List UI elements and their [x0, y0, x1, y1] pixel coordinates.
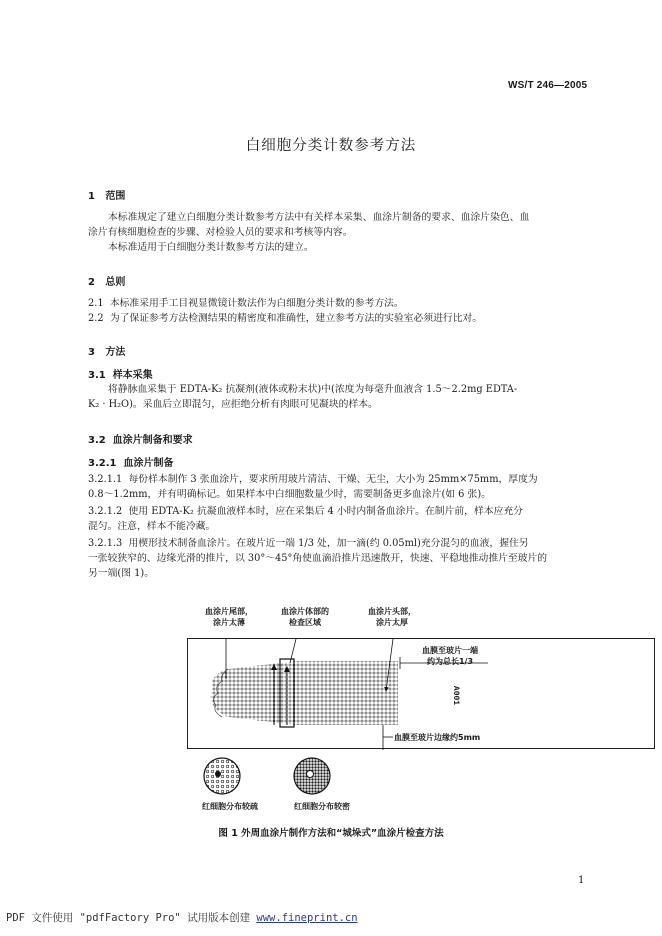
nucleus-dot	[307, 771, 314, 778]
item-text: 使用 EDTA-K₂ 抗凝血液样本时，应在采集后 4 小时内制备血涂片。在制片前，样本应充分	[128, 506, 523, 517]
subsection-3-2-heading	[88, 431, 193, 446]
figure-caption: 图 1 外周血涂片制作方法和“城垛式”血涂片检查方法	[218, 828, 444, 839]
section-title: 范围	[105, 191, 126, 202]
text-line: 本标准适用于白细胞分类计数参考方法的建立。	[108, 242, 314, 253]
text-line: 混匀。注意，样本不能冷藏。	[88, 521, 216, 532]
text-line: 一张较狭窄的、边缘光滑的推片，以 30°～45°角使血滴沿推片迅速散开，快速、平稳地推动推片至玻片的	[88, 553, 548, 564]
label-smear-body	[268, 606, 342, 628]
label-smear-head	[356, 606, 428, 628]
footer-text: PDF 文件使用 "pdfFactory Pro" 试用版本创建	[6, 912, 257, 924]
text-line: K₂ · H₂O)。采血后立即混匀，应拒绝分析有肉眼可见凝块的样本。	[88, 399, 378, 410]
label-line: 血膜至玻片一端	[422, 646, 478, 655]
label-line: 血涂片体部的	[281, 607, 329, 616]
label-film-to-edge: 血膜至玻片边缘约5mm	[394, 733, 481, 742]
label-dense-rbc: 红细胞分布较密	[294, 802, 350, 811]
sampling-paragraph	[88, 382, 600, 412]
section-2-heading	[88, 273, 125, 288]
item-number: 3.2.1.2	[88, 506, 123, 517]
section-title: 方法	[105, 347, 126, 358]
standard-code: WS/T 246—2005	[508, 80, 588, 91]
label-smear-tail	[196, 606, 262, 628]
section-number: 1	[88, 191, 95, 202]
section-3-heading	[88, 343, 125, 358]
label-line: 血涂片尾部，	[205, 607, 253, 616]
section-number: 3	[88, 347, 95, 358]
subsection-3-1-heading	[88, 366, 153, 381]
scope-paragraph	[88, 210, 598, 255]
item-number: 2.1	[88, 298, 104, 309]
sparse-cells-circle	[204, 758, 240, 794]
item-number: 3.2.1.3	[88, 538, 123, 549]
page-title: 白细胞分类计数参考方法	[245, 138, 417, 154]
section-number: 2	[88, 277, 95, 288]
text-line: 本标准规定了建立白细胞分类计数参考方法中有关样本采集、血涂片制备的要求、血涂片染色、血	[108, 212, 530, 223]
slide-mark: A001	[451, 685, 461, 706]
section-number: 3.2.1	[88, 458, 117, 469]
text-line: 另一端(图 1)。	[88, 568, 154, 579]
item-2-1	[88, 296, 598, 311]
item-text: 每份样本制作 3 张血涂片，要求所用玻片清洁、干燥、无尘，大小为 25mm×75mm，厚度为	[128, 474, 538, 485]
section-title: 血涂片制备和要求	[112, 435, 193, 446]
item-3-2-1-3	[88, 536, 602, 551]
item-number: 3.2.1.1	[88, 474, 123, 485]
text-line: 0.8～1.2mm，并有明确标记。如果样本中白细胞数量少时，需要制备更多血涂片(如 6 张)。	[88, 489, 491, 500]
text-line: 将静脉血采集于 EDTA-K₂ 抗凝剂(液体或粉末状)中(浓度为每毫升血液含 1.5～2.2mg EDTA-	[108, 384, 518, 395]
nucleus-dot	[215, 771, 221, 777]
section-title: 血涂片制备	[123, 458, 174, 469]
text-line: 涂片有核细胞检查的步骤、对检验人员的要求和考核等内容。	[88, 227, 353, 238]
footer	[6, 910, 358, 925]
label-sparse-rbc: 红细胞分布较疏	[202, 802, 258, 811]
label-film-to-end	[402, 645, 498, 667]
label-line: 涂片太薄	[213, 618, 245, 627]
label-line: 检查区域	[289, 618, 321, 627]
label-line: 约为总长1/3	[426, 657, 474, 666]
footer-link[interactable]: www.fineprint.cn	[256, 912, 358, 924]
slide-figure	[187, 638, 655, 749]
item-number: 2.2	[88, 313, 104, 324]
item-3-2-1-2	[88, 504, 602, 519]
item-text: 为了保证参考方法检测结果的精密度和准确性，建立参考方法的实验室必须进行比对。	[109, 313, 483, 324]
smear-prep-items	[88, 472, 602, 581]
blood-smear-film	[211, 661, 398, 725]
section-title: 样本采集	[112, 370, 153, 381]
item-text: 用楔形技术制备血涂片。在玻片近一端 1/3 处，加一滴(约 0.05ml)充分混匀的血液，握住另	[128, 538, 529, 549]
section-title: 总则	[105, 277, 126, 288]
item-2-2	[88, 311, 598, 326]
item-3-2-1-1	[88, 472, 602, 487]
page-number: 1	[578, 875, 585, 886]
subsection-3-2-1-heading	[88, 454, 173, 469]
item-text: 本标准采用手工目视显微镜计数法作为白细胞分类计数的参考方法。	[109, 298, 404, 309]
section-number: 3.2	[88, 435, 106, 446]
label-line: 血涂片头部，	[368, 607, 416, 616]
section-number: 3.1	[88, 370, 106, 381]
label-line: 涂片太厚	[376, 618, 408, 627]
general-items	[88, 296, 598, 326]
section-1-heading	[88, 187, 125, 202]
rbc-distribution-illustration	[200, 754, 360, 804]
